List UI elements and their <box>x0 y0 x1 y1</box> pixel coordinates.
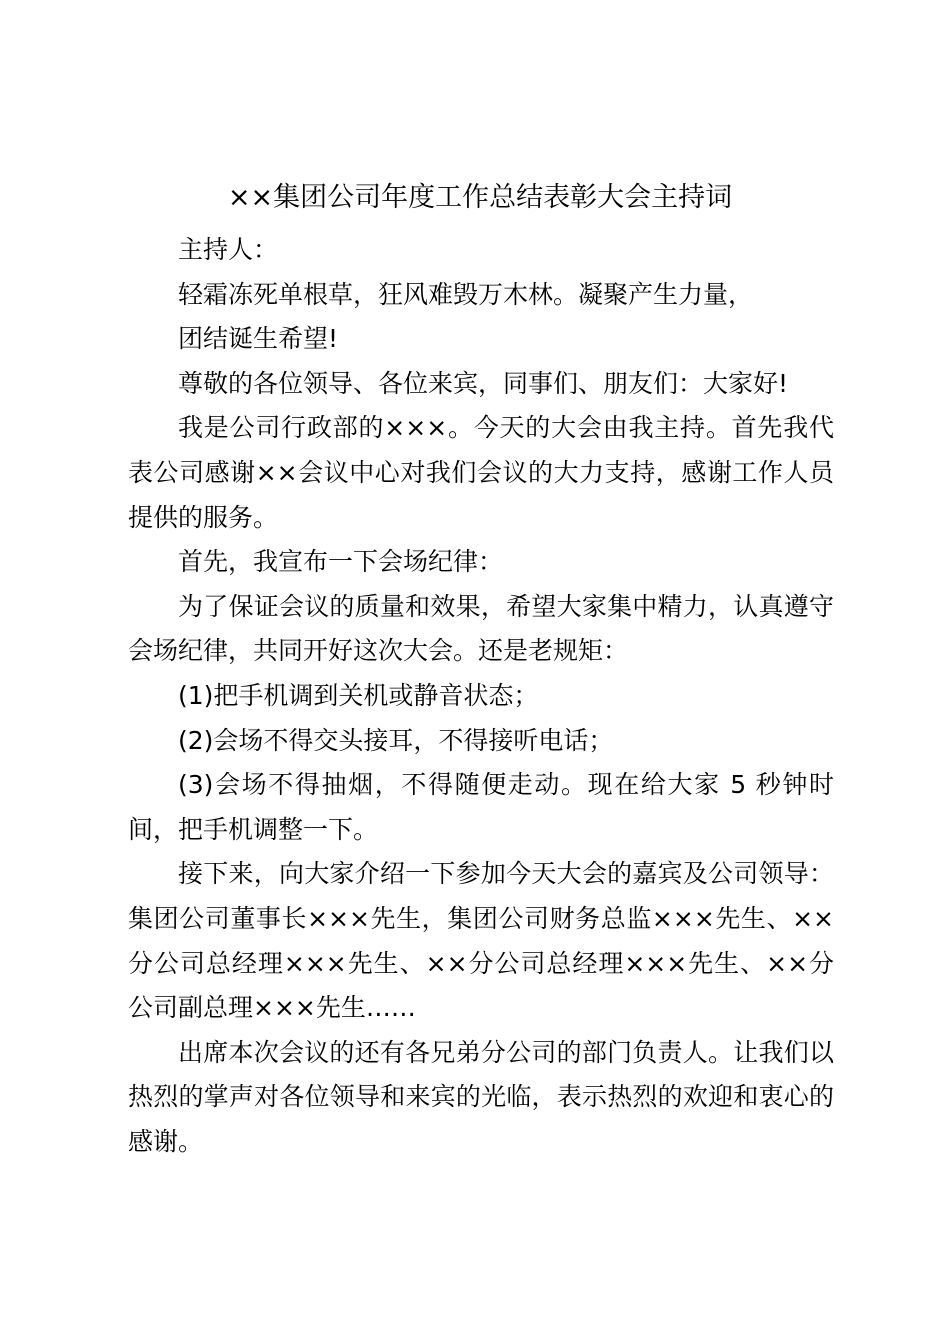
paragraph-welcome: 出席本次会议的还有各兄弟分公司的部门负责人。让我们以热烈的掌声对各位领导和来宾的光临，表示热烈的欢迎和衷心的感谢。 <box>128 1037 834 1156</box>
document-body <box>128 228 834 1164</box>
paragraph-greeting: 尊敬的各位领导、各位来宾，同事们、朋友们：大家好! <box>178 368 789 398</box>
paragraph-discipline-intro: 首先，我宣布一下会场纪律： <box>178 547 504 577</box>
paragraph-guests: 接下来，向大家介绍一下参加今天大会的嘉宾及公司领导：集团公司董事长×××先生，集团公司财务总监×××先生、××分公司总经理×××先生、××分公司总经理×××先生、××分公司副总理×××先生…… <box>128 859 834 1023</box>
paragraph-rule-3: (3)会场不得抽烟，不得随便走动。现在给大家 5 秒钟时间，把手机调整一下。 <box>128 770 834 844</box>
paragraph-rule-2: (2)会场不得交头接耳，不得接听电话； <box>178 725 614 755</box>
paragraph-introduction: 我是公司行政部的×××。今天的大会由我主持。首先我代表公司感谢××会议中心对我们会议的大力支持，感谢工作人员提供的服务。 <box>128 413 834 532</box>
document-title: ××集团公司年度工作总结表彰大会主持词 <box>227 182 733 213</box>
paragraph-host: 主持人： <box>178 235 279 264</box>
paragraph-couplet-line-2: 团结诞生希望! <box>178 324 339 354</box>
paragraph-couplet-line-1: 轻霜冻死单根草，狂风难毁万木林。凝聚产生力量， <box>178 279 754 309</box>
paragraph-discipline-request: 为了保证会议的质量和效果，希望大家集中精力，认真遵守会场纪律，共同开好这次大会。还是老规矩： <box>128 591 834 666</box>
paragraph-rule-1: (1)把手机调到关机或静音状态； <box>178 680 539 710</box>
